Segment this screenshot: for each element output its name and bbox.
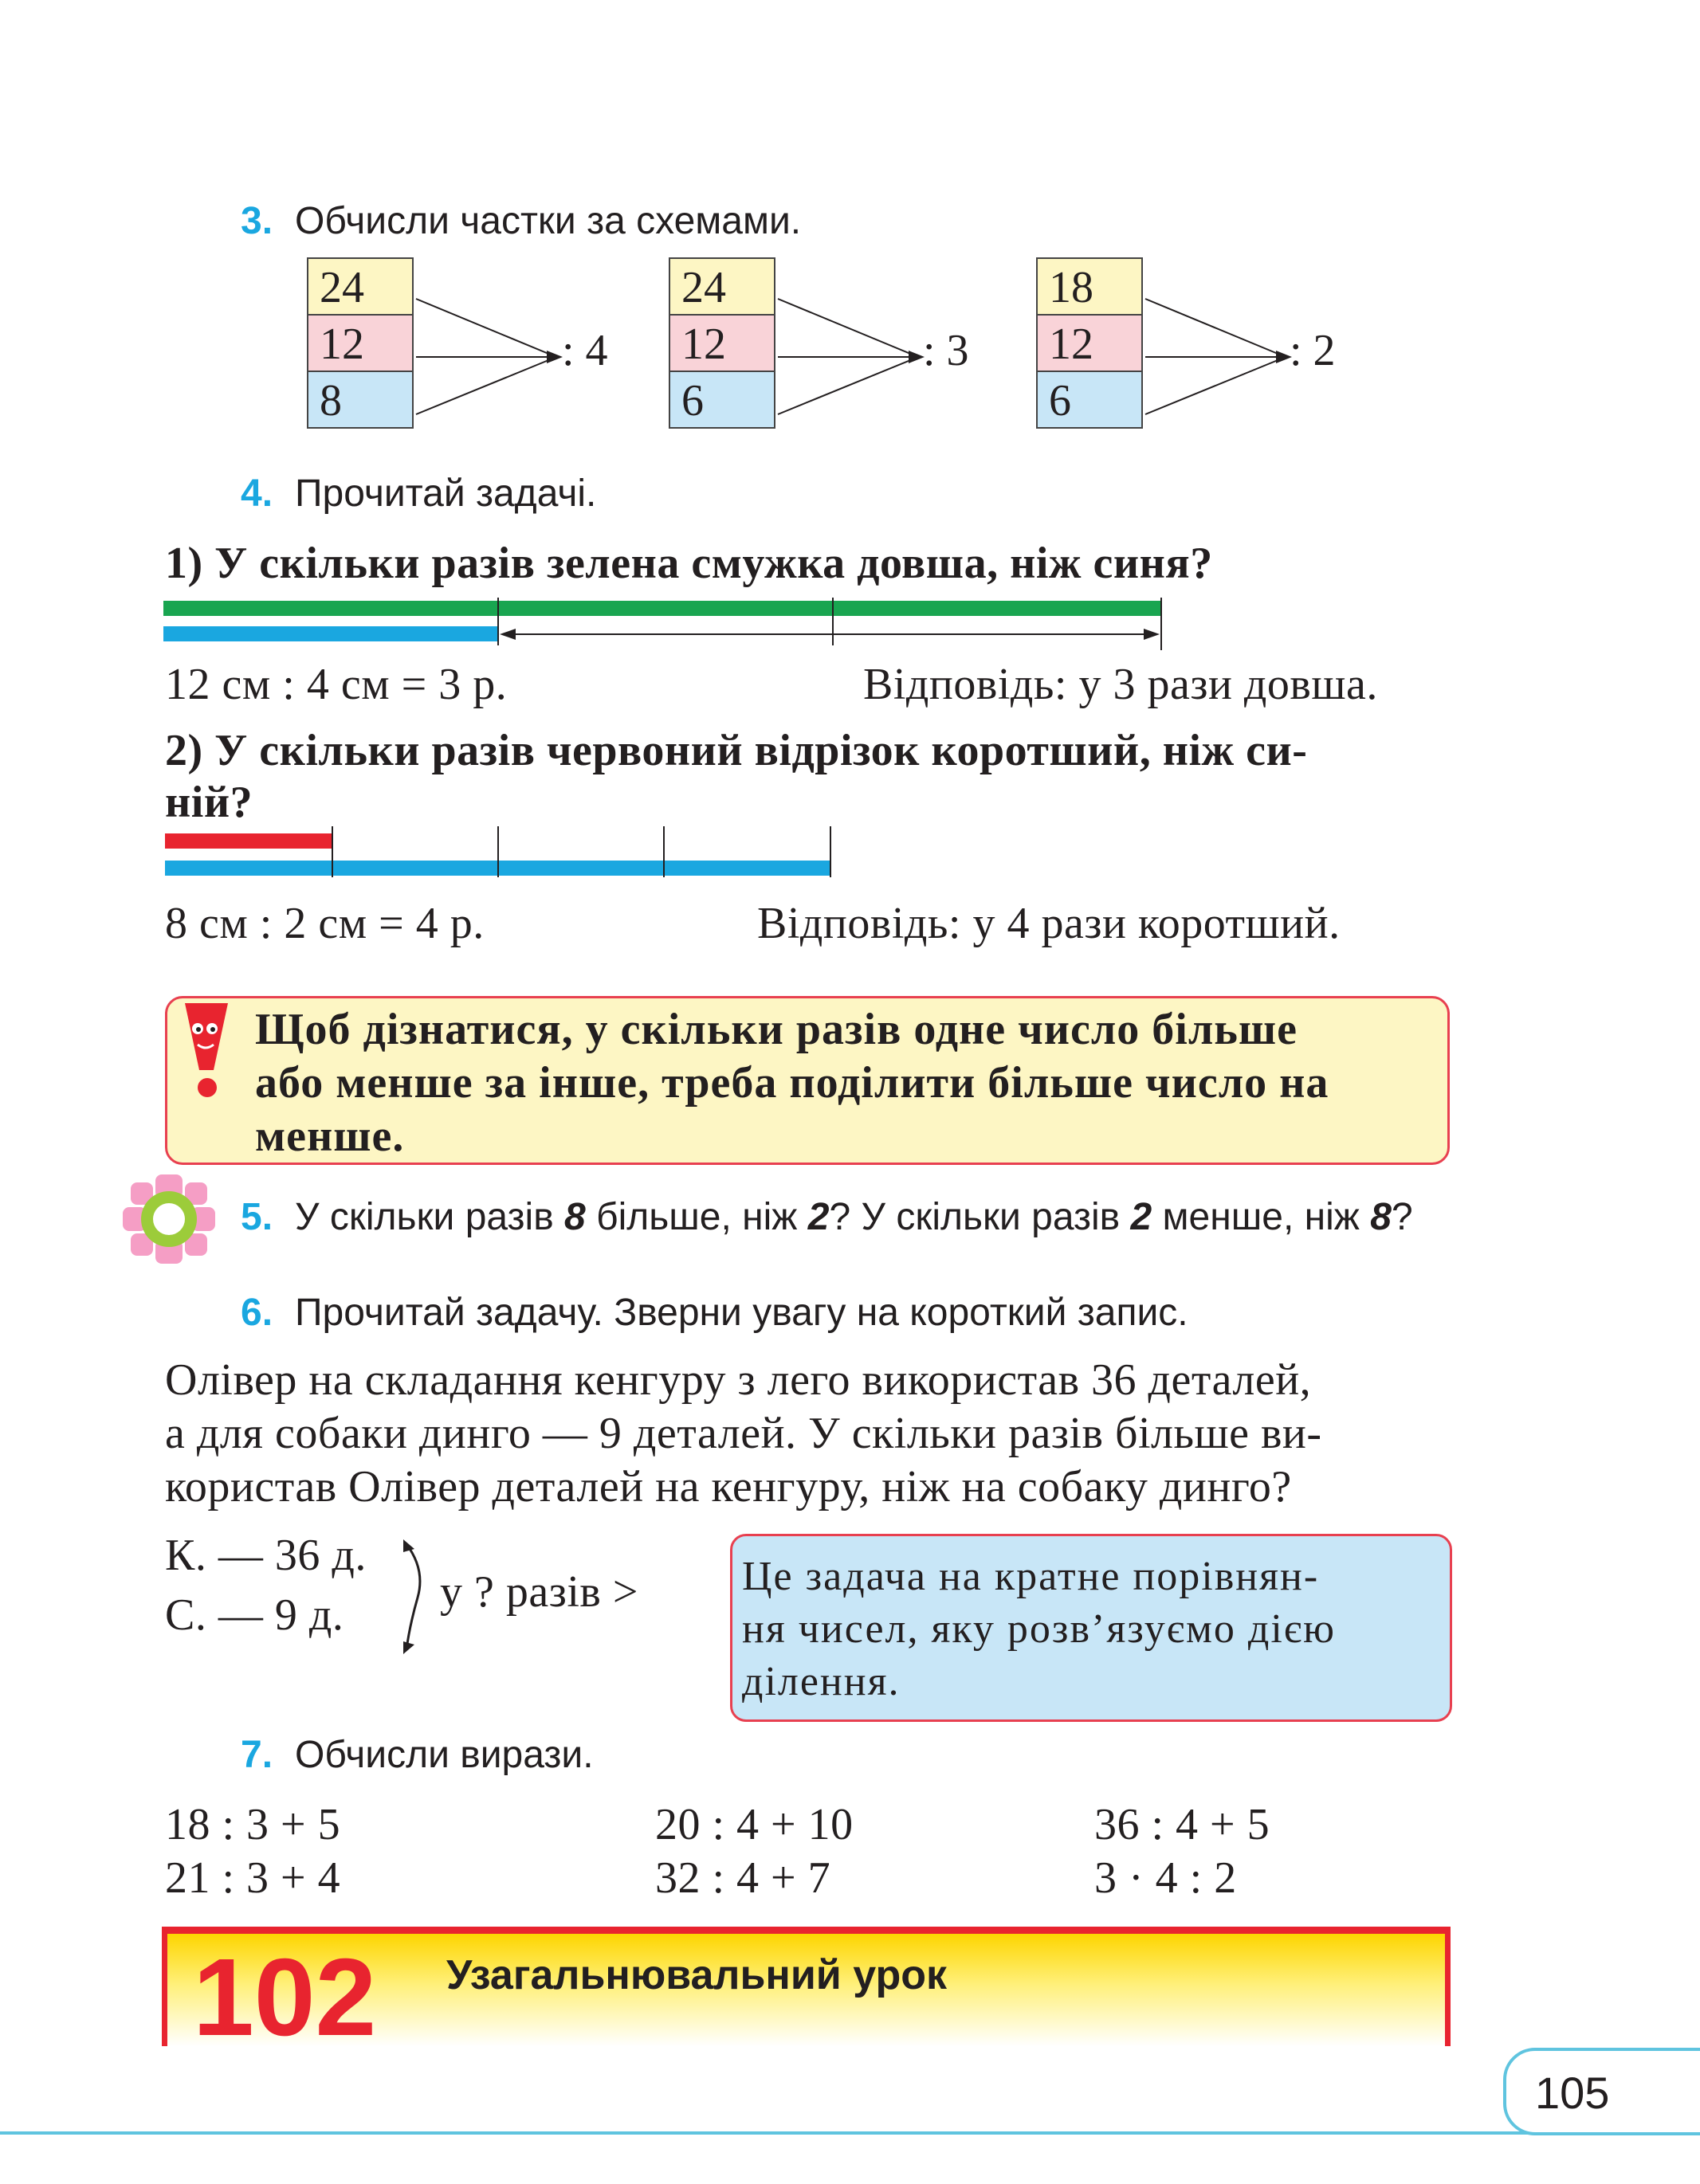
task5-text-part: більше, ніж bbox=[585, 1196, 808, 1238]
lesson-header bbox=[162, 1927, 1451, 2059]
short-note-question: у ? разів > bbox=[440, 1567, 638, 1617]
task5-number-8: 8 bbox=[564, 1196, 586, 1238]
lesson-title: Узагальнювальний урок bbox=[446, 1952, 948, 1998]
task5-number: 5. bbox=[241, 1196, 273, 1238]
task3-title: Обчисли частки за схемами. bbox=[295, 200, 802, 242]
scheme-2-value-2: 12 bbox=[669, 314, 775, 372]
task3-heading bbox=[241, 199, 801, 243]
info-text bbox=[742, 1551, 1440, 1708]
rule-box bbox=[165, 996, 1450, 1165]
scheme-2-arrows bbox=[776, 287, 928, 422]
task4-heading bbox=[241, 472, 596, 516]
task7-title: Обчисли вирази. bbox=[295, 1734, 594, 1776]
task5-text-part: ? У скільки разів bbox=[829, 1196, 1131, 1238]
short-note-s: С. — 9 д. bbox=[165, 1590, 344, 1640]
scheme-1-arrows bbox=[414, 287, 566, 422]
task4-number: 4. bbox=[241, 472, 273, 515]
bracket-icon bbox=[392, 1538, 432, 1657]
info-box bbox=[730, 1534, 1452, 1722]
task4-question-1: 1) У скільки разів зелена смужка довша, ніж синя? bbox=[165, 539, 1213, 588]
short-note-k: К. — 36 д. bbox=[165, 1531, 367, 1580]
task4-answer-1: Відповідь: у 3 рази довша. bbox=[863, 660, 1378, 709]
task4-title: Прочитай задачі. bbox=[295, 472, 597, 515]
task5-text-part: У скільки разів bbox=[295, 1196, 565, 1238]
task4-solution-1: 12 см : 4 см = 3 р. bbox=[165, 660, 508, 709]
scheme-1-value-2: 12 bbox=[307, 314, 414, 372]
task6-text-line-1: Олівер на складання кенгуру з лего використав 36 деталей, bbox=[165, 1355, 1312, 1405]
expression: 18 : 3 + 5 bbox=[165, 1800, 341, 1849]
task3-number: 3. bbox=[241, 200, 273, 242]
exclamation-icon bbox=[179, 998, 242, 1102]
rule-line-1: Щоб дізнатися, у скільки разів одне число більше bbox=[255, 1005, 1298, 1054]
scheme-3 bbox=[1036, 259, 1144, 429]
task5-text-part: менше, ніж bbox=[1152, 1196, 1371, 1238]
page-bottom-line bbox=[0, 2131, 1700, 2135]
scheme-1-value-3: 8 bbox=[307, 371, 414, 429]
task5-number-2: 2 bbox=[807, 1196, 830, 1238]
task6-title: Прочитай задачу. Зверни увагу на короткий запис. bbox=[295, 1292, 1188, 1334]
page-number: 105 bbox=[1535, 2068, 1610, 2118]
scheme-2-value-1: 24 bbox=[669, 257, 775, 316]
expression: 3 · 4 : 2 bbox=[1094, 1853, 1237, 1903]
expression: 36 : 4 + 5 bbox=[1094, 1800, 1270, 1849]
strip-diagram-1 bbox=[159, 598, 1172, 653]
task6-number: 6. bbox=[241, 1292, 273, 1334]
scheme-2-value-3: 6 bbox=[669, 371, 775, 429]
flower-icon bbox=[120, 1173, 218, 1265]
task5-text-part: ? bbox=[1391, 1196, 1413, 1238]
scheme-1 bbox=[307, 259, 415, 429]
task6-text-line-3: користав Олівер деталей на кенгуру, ніж на собаку динго? bbox=[165, 1462, 1292, 1512]
task6-text-line-2: а для собаки динго — 9 деталей. У скільки разів більше ви- bbox=[165, 1409, 1322, 1458]
task7-heading bbox=[241, 1733, 594, 1777]
task6-heading bbox=[241, 1291, 1188, 1335]
info-line-3: ділення. bbox=[742, 1659, 901, 1704]
strip-diagram-2 bbox=[159, 825, 845, 880]
scheme-3-value-1: 18 bbox=[1036, 257, 1143, 316]
scheme-3-divisor: : 2 bbox=[1290, 326, 1336, 375]
lesson-number: 102 bbox=[193, 1936, 377, 2059]
rule-line-2: або менше за інше, треба поділити більше число на bbox=[255, 1058, 1329, 1108]
scheme-3-value-3: 6 bbox=[1036, 371, 1143, 429]
scheme-3-value-2: 12 bbox=[1036, 314, 1143, 372]
task4-solution-2: 8 см : 2 см = 4 р. bbox=[165, 899, 485, 948]
expression: 20 : 4 + 10 bbox=[655, 1800, 854, 1849]
task5-number-2: 2 bbox=[1130, 1196, 1152, 1238]
info-line-2: ня чисел, яку розв’язуємо дією bbox=[742, 1606, 1336, 1652]
page-number-tab bbox=[1503, 2048, 1700, 2135]
expression: 21 : 3 + 4 bbox=[165, 1853, 341, 1903]
scheme-2-divisor: : 3 bbox=[923, 326, 969, 375]
rule-text bbox=[255, 1003, 1435, 1163]
scheme-3-arrows bbox=[1144, 287, 1295, 422]
scheme-1-divisor: : 4 bbox=[562, 326, 608, 375]
task5-text bbox=[241, 1195, 1413, 1239]
scheme-2 bbox=[669, 259, 777, 429]
expression: 32 : 4 + 7 bbox=[655, 1853, 831, 1903]
task4-answer-2: Відповідь: у 4 рази коротший. bbox=[757, 899, 1341, 948]
task5-number-8: 8 bbox=[1370, 1196, 1392, 1238]
task7-number: 7. bbox=[241, 1734, 273, 1776]
scheme-1-value-1: 24 bbox=[307, 257, 414, 316]
rule-line-3: менше. bbox=[255, 1112, 405, 1161]
info-line-1: Це задача на кратне порівнян- bbox=[742, 1554, 1320, 1599]
task4-question-2-line2: ній? bbox=[165, 778, 253, 827]
task4-question-2-line1: 2) У скільки разів червоний відрізок коротший, ніж си- bbox=[165, 726, 1308, 775]
